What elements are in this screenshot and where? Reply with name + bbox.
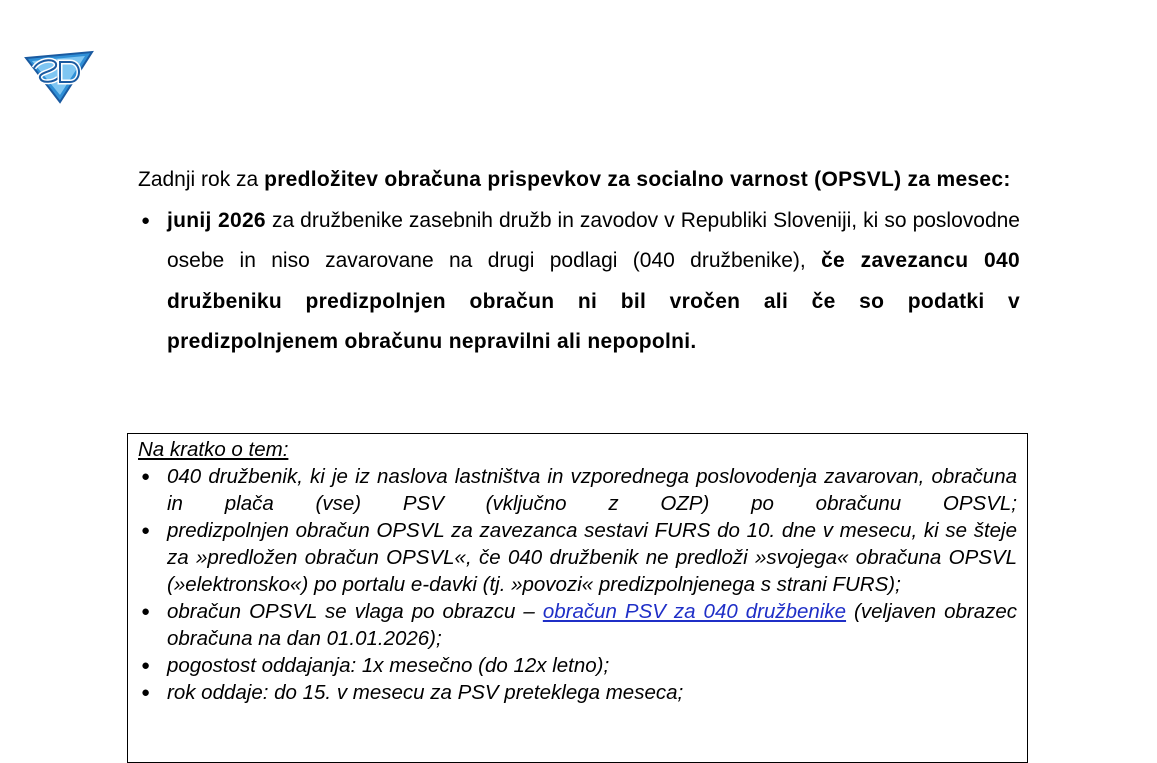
intro-section (138, 160, 1020, 363)
bullet-icon: ● (141, 684, 151, 701)
list-item: ● obračun OPSVL se vlaga po obrazcu – obračun PSV za 040 družbenike (veljaven obrazec obračuna na dan 01.01.2026); (141, 600, 1018, 650)
summary-list (138, 463, 1017, 706)
list-item: ● rok oddaje: do 15. v mesecu za PSV preteklega meseca; (141, 681, 684, 704)
sd-logo-icon (22, 48, 96, 104)
bullet-icon: ● (141, 211, 151, 229)
intro-list (138, 201, 1020, 363)
company-logo (22, 48, 96, 104)
list-item: ● pogostost oddajanja: 1x mesečno (do 12x letno); (141, 654, 610, 677)
bullet-icon: ● (141, 468, 151, 485)
bullet-icon: ● (141, 603, 151, 620)
form-link[interactable]: obračun PSV za 040 družbenike (542, 600, 847, 623)
box-title: Na kratko o tem: (138, 438, 289, 461)
summary-box (127, 433, 1028, 763)
list-item: ● predizpolnjen obračun OPSVL za zavezanca sestavi FURS do 10. dne v mesecu, ki se šteje za »predložen obračun OPSVL«, če 040 družbenik ne predloži »svojega« obračuna OPSVL (»elektronsko«) po portalu e-davki (tj. »povozi« predizpolnjenega s strani FURS); (141, 519, 1017, 596)
bullet-icon: ● (141, 657, 151, 674)
list-item: ● junij 2026 za družbenike zasebnih družb in zavodov v Republiki Sloveniji, ki so poslovodne osebe in niso zavarovane na drugi podlagi (040 družbenike), če zavezancu 040 družbeniku predizpolnjen obračun ni bil vročen ali če so podatki v predizpolnjenem obračunu nepravilni ali nepopolni. (138, 201, 1020, 363)
bullet-icon: ● (141, 522, 151, 539)
intro-lead: Zadnji rok za predložitev obračuna prispevkov za socialno varnost (OPSVL) za mesec: (138, 168, 1011, 191)
list-item: ● 040 družbenik, ki je iz naslova lastništva in vzporednega poslovodenja zavarovan, obračuna in plača (vse) PSV (vključno z OZP) po obračunu OPSVL; (141, 465, 1017, 515)
